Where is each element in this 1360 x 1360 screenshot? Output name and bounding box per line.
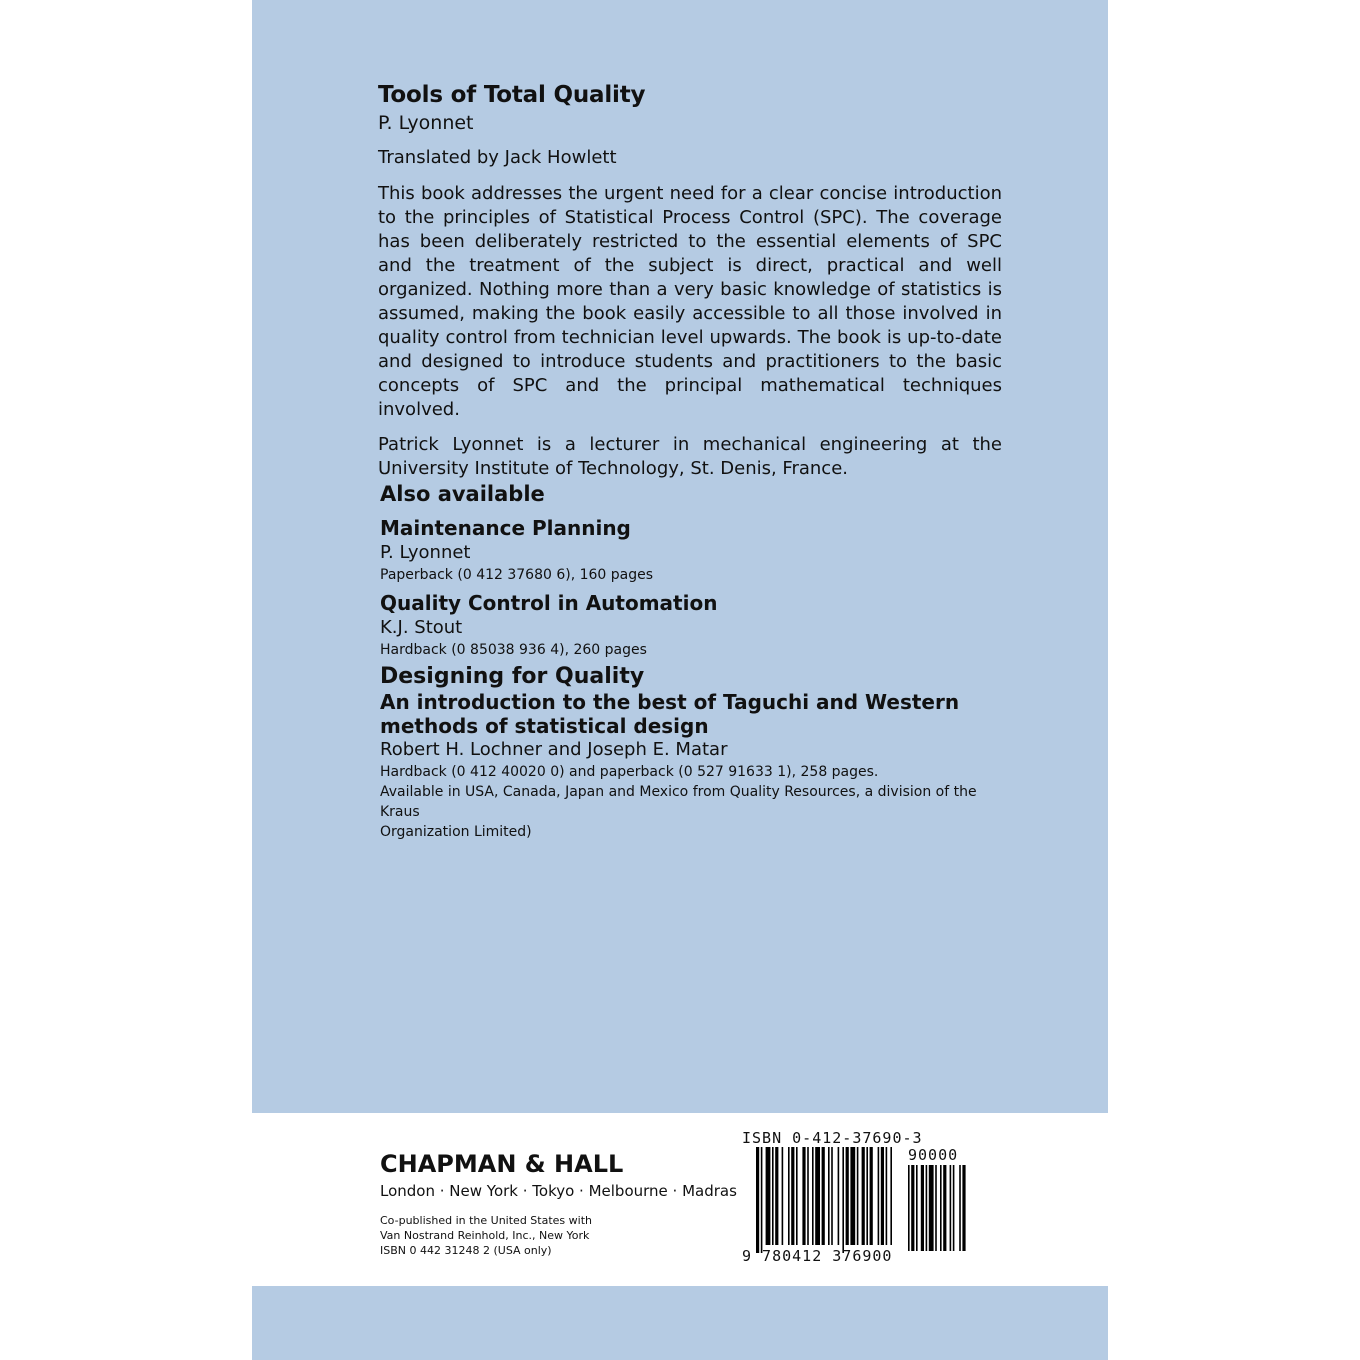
book-author: P. Lyonnet: [378, 112, 474, 134]
barcode-bar: [802, 1147, 805, 1245]
item-author: K.J. Stout: [380, 617, 463, 638]
barcode-bar: [886, 1147, 888, 1245]
barcode-bar: [791, 1147, 794, 1245]
isbn-label: ISBN 0-412-37690-3: [742, 1129, 923, 1147]
barcode-addon-bar: [908, 1165, 910, 1251]
barcode-addon-bar: [911, 1165, 914, 1251]
barcode-bar: [842, 1147, 844, 1253]
author-bio: Patrick Lyonnet is a lecturer in mechanical engineering at the University Institute of Technology, St. Denis, France.: [378, 434, 1002, 479]
barcode-addon-bar: [916, 1165, 918, 1251]
book-back-cover: [252, 0, 1108, 1360]
item-info: Paperback (0 412 37680 6), 160 pages: [380, 567, 654, 583]
item-subtitle: methods of statistical design: [380, 714, 709, 738]
publisher-cities: London · New York · Tokyo · Melbourne · Madras: [380, 1182, 737, 1200]
publisher-name: CHAPMAN & HALL: [380, 1150, 624, 1178]
barcode-addon-bar: [959, 1165, 961, 1251]
barcode-bar: [846, 1147, 849, 1245]
isbn-barcode: [742, 1129, 992, 1274]
barcode-bar: [766, 1147, 771, 1245]
barcode-addon-bar: [943, 1165, 946, 1251]
barcode-bar: [772, 1147, 774, 1245]
barcode-bar: [756, 1147, 759, 1253]
barcode-bar: [838, 1147, 840, 1245]
barcode-bar: [878, 1147, 880, 1245]
barcode-bar: [862, 1147, 865, 1245]
also-available-item: [380, 591, 1020, 660]
item-title: Maintenance Planning: [380, 516, 631, 540]
copublisher-isbn: ISBN 0 442 31248 2 (USA only): [380, 1244, 552, 1257]
also-available-heading: Also available: [380, 482, 545, 506]
item-title: Quality Control in Automation: [380, 591, 718, 615]
barcode-bar: [761, 1147, 763, 1253]
item-subtitle: An introduction to the best of Taguchi and Western: [380, 690, 960, 714]
barcode-bar: [831, 1147, 833, 1245]
also-available-section: [380, 480, 1020, 842]
barcode-addon-bar: [921, 1165, 924, 1251]
barcode-bar: [782, 1147, 784, 1245]
book-title: Tools of Total Quality: [378, 82, 646, 108]
barcode-bar: [870, 1147, 873, 1245]
barcode-bar: [881, 1147, 884, 1245]
copublisher-line: Van Nostrand Reinhold, Inc., New York: [380, 1229, 590, 1242]
publisher-band: [252, 1113, 1108, 1286]
barcode-bar: [828, 1147, 830, 1245]
barcode-addon-bar: [929, 1165, 934, 1251]
barcode-bar: [796, 1147, 798, 1245]
book-blurb: This book addresses the urgent need for a clear concise introduction to the principles of Statistical Process Control (SPC). The coverage has been deliberately restricted to the essential elements of SPC and the treatment of the subject is direct, practical and well organized. Nothing more than a very basic knowledge of statistics is assumed, making the book easily accessible to all those involved in quality control from technician level upwards. The book is up-to-date and designed to introduce students and practitioners to the basic concepts of SPC and the principal mathematical techniques involved.: [378, 183, 1002, 420]
barcode-addon-bar: [935, 1165, 937, 1251]
barcode-bar: [788, 1147, 790, 1245]
barcode-addon-bar: [950, 1165, 952, 1251]
item-info: Hardback (0 85038 936 4), 260 pages: [380, 642, 647, 658]
barcode-bar: [890, 1147, 892, 1245]
publisher-info: [380, 1149, 740, 1258]
item-note: Available in USA, Canada, Japan and Mexico from Quality Resources, a division of the Kraus: [380, 784, 977, 820]
barcode-addon-bar: [940, 1165, 942, 1251]
item-info: Hardback (0 412 40020 0) and paperback (0 527 91633 1), 258 pages.: [380, 764, 879, 780]
copublisher-line: Co-published in the United States with: [380, 1214, 592, 1227]
barcode-bar: [822, 1147, 825, 1245]
barcode-bar: [866, 1147, 868, 1245]
barcode-addon-bar: [962, 1165, 965, 1251]
barcode-addon-number: 90000: [908, 1146, 959, 1164]
barcode-bar: [850, 1147, 855, 1245]
also-available-item: [380, 516, 1020, 585]
barcode-addon-bar: [953, 1165, 955, 1251]
barcode-bar: [815, 1147, 820, 1245]
barcode-bar: [857, 1147, 859, 1245]
barcode-addon-bar: [926, 1165, 928, 1251]
ean-number: 9 780412 376900: [742, 1247, 893, 1265]
item-author: Robert H. Lochner and Joseph E. Matar: [380, 739, 728, 760]
also-available-item: [380, 664, 1020, 842]
barcode-bar: [775, 1147, 778, 1245]
book-description: [378, 80, 1002, 481]
copublisher-note: [380, 1213, 740, 1258]
item-note: Organization Limited): [380, 824, 532, 840]
item-author: P. Lyonnet: [380, 542, 471, 563]
barcode-bar: [812, 1147, 814, 1245]
item-title: Designing for Quality: [380, 664, 645, 689]
barcode-bar: [807, 1147, 809, 1245]
book-translator: Translated by Jack Howlett: [378, 147, 617, 168]
